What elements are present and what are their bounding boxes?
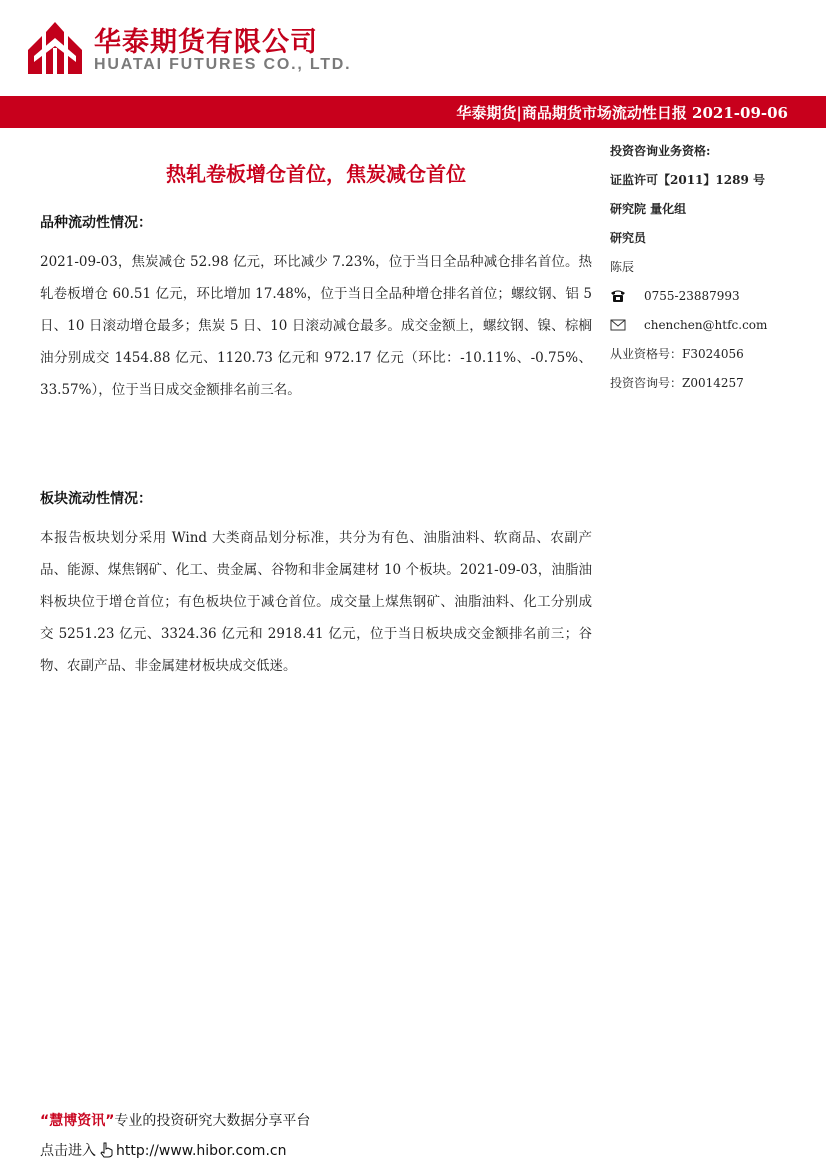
phone-icon [610, 289, 626, 303]
company-logo [24, 14, 352, 78]
report-header-bar [0, 96, 826, 128]
consult-cert: 投资咨询号：Z0014257 [610, 376, 744, 390]
email-icon [610, 318, 626, 332]
phone-row [610, 287, 810, 316]
logo-mark-icon [24, 14, 86, 78]
institute-name: 研究院 量化组 [610, 202, 687, 216]
section-paragraph-variety: 2021-09-03，焦炭减仓 52.98 亿元，环比减少 7.23%，位于当日全品种减仓排名首位。热轧卷板增仓 60.51 亿元，环比增加 17.48%，位于当日全品种增仓排名首位；螺纹钢、铝 5 日、10 日滚动增仓最多；焦炭 5 日、10 日滚动减仓最多。成交金额上，螺纹钢、镍、棕榈油分别成交 1454.88 亿元、1120.73 亿元和 972.17 亿元（环比：-10.11%、-0.75%、33.57%），位于当日成交金额排名前三名。 [40, 254, 592, 398]
qualification-label: 投资咨询业务资格: [610, 144, 711, 158]
promo-quote-open: “ [40, 1113, 50, 1129]
license-number: 证监许可【2011】1289 号 [610, 173, 765, 187]
phone-number: 0755-23887993 [644, 289, 740, 303]
researcher-label: 研究员 [610, 231, 647, 245]
section-paragraph-sector: 本报告板块划分采用 Wind 大类商品划分标准，共分为有色、油脂油料、软商品、农副产品、能源、煤焦钢矿、化工、贵金属、谷物和非金属建材 10 个板块。2021-09-03，油脂油料板块位于增仓首位；有色板块位于减仓首位。成交量上煤焦钢矿、油脂油料、化工分别成交 5251.23 亿元、3324.36 亿元和 2918.41 亿元，位于当日板块成交金额排名前三；谷物、农副产品、非金属建材板块成交低迷。 [40, 530, 592, 674]
pointer-hand-icon [98, 1142, 114, 1158]
promo-line [40, 1110, 310, 1130]
promo-slogan: 专业的投资研究大数据分享平台 [114, 1113, 311, 1129]
click-enter-label: 点击进入 [40, 1143, 96, 1159]
report-line: 华泰期货|商品期货市场流动性日报 2021-09-06 [456, 104, 788, 122]
email-address[interactable]: chenchen@htfc.com [644, 318, 768, 332]
section-heading-variety: 品种流动性情况： [40, 215, 152, 231]
promo-link-line[interactable] [40, 1140, 286, 1160]
promo-url[interactable]: http://www.hibor.com.cn [116, 1143, 287, 1159]
report-title: 热轧卷板增仓首位，焦炭减仓首位 [166, 162, 466, 186]
practice-cert: 从业资格号：F3024056 [610, 347, 744, 361]
email-row [610, 316, 810, 345]
section-heading-sector: 板块流动性情况： [40, 491, 152, 507]
company-name-en: HUATAI FUTURES CO., LTD. [94, 56, 352, 73]
researcher-name: 陈辰 [610, 260, 635, 274]
promo-quote-close: ” [105, 1113, 115, 1129]
company-name-cn: 华泰期货有限公司 [94, 27, 318, 58]
analyst-sidebar [610, 142, 810, 403]
promo-brand: 慧博资讯 [49, 1113, 106, 1129]
